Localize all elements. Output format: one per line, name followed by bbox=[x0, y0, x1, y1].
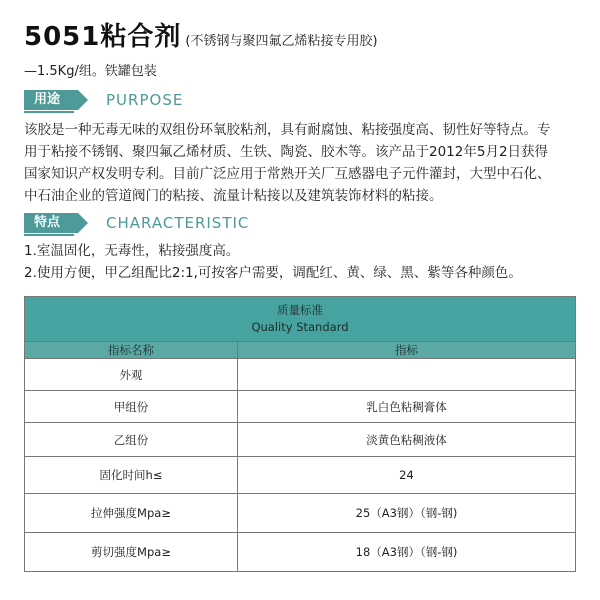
table-cell-value: 24 bbox=[238, 457, 576, 494]
table-row bbox=[25, 494, 576, 533]
product-name: 5051粘合剂 bbox=[24, 22, 182, 52]
characteristic-list bbox=[24, 240, 580, 284]
table-row bbox=[25, 533, 576, 572]
table-column-header-row bbox=[25, 342, 576, 359]
table-cell-value: 18（A3钢）（钢-钢) bbox=[238, 533, 576, 572]
table-cell-name: 外观 bbox=[25, 359, 238, 391]
column-header-name: 指标名称 bbox=[25, 342, 238, 359]
product-subtitle: (不锈钢与聚四氟乙烯粘接专用胶) bbox=[185, 34, 378, 49]
purpose-tag: 用途 bbox=[24, 90, 78, 110]
table-cell-value: 乳白色粘稠膏体 bbox=[238, 391, 576, 423]
table-cell-name: 拉伸强度Mpa≥ bbox=[25, 494, 238, 533]
purpose-header bbox=[24, 90, 183, 110]
purpose-line: 用于粘接不锈钢、聚四氟乙烯材质、生铁、陶瓷、胶木等。该产品于2012年5月2日获得 bbox=[24, 144, 549, 160]
characteristic-tag: 特点 bbox=[24, 213, 78, 233]
table-title-cn: 质量标准 bbox=[277, 303, 323, 317]
table-row bbox=[25, 423, 576, 457]
table-cell-value: 25（A3钢）（钢-钢) bbox=[238, 494, 576, 533]
purpose-line: 中石油企业的管道阀门的粘接、流量计粘接以及建筑装饰材料的粘接。 bbox=[24, 188, 443, 204]
quality-standard-table bbox=[24, 296, 576, 572]
table-cell-value: 淡黄色粘稠液体 bbox=[238, 423, 576, 457]
characteristic-item: 1.室温固化，无毒性，粘接强度高。 bbox=[24, 243, 240, 259]
table-title bbox=[25, 297, 576, 342]
table-cell-value bbox=[238, 359, 576, 391]
purpose-paragraph bbox=[24, 119, 580, 207]
characteristic-item: 2.使用方便，甲乙组配比2:1,可按客户需要，调配红、黄、绿、黑、紫等各种颜色。 bbox=[24, 265, 522, 281]
column-header-value: 指标 bbox=[238, 342, 576, 359]
table-cell-name: 乙组份 bbox=[25, 423, 238, 457]
table-title-en: Quality Standard bbox=[251, 320, 349, 334]
purpose-line: 该胶是一种无毒无味的双组份环氧胶粘剂，具有耐腐蚀、粘接强度高、韧性好等特点。专 bbox=[24, 122, 551, 138]
table-cell-name: 固化时间h≤ bbox=[25, 457, 238, 494]
characteristic-header bbox=[24, 213, 249, 233]
table-row bbox=[25, 457, 576, 494]
page-title bbox=[24, 16, 378, 53]
table-row bbox=[25, 359, 576, 391]
purpose-english: PURPOSE bbox=[106, 91, 184, 109]
characteristic-english: CHARACTERISTIC bbox=[106, 214, 250, 232]
table-row bbox=[25, 391, 576, 423]
purpose-line: 国家知识产权发明专利。目前广泛应用于常熟开关厂互感器电子元件灌封，大型中石化、 bbox=[24, 166, 551, 182]
table-cell-name: 剪切强度Mpa≥ bbox=[25, 533, 238, 572]
packaging-info: —1.5Kg/组。铁罐包装 bbox=[24, 64, 157, 79]
table-cell-name: 甲组份 bbox=[25, 391, 238, 423]
table-title-row bbox=[25, 297, 576, 342]
